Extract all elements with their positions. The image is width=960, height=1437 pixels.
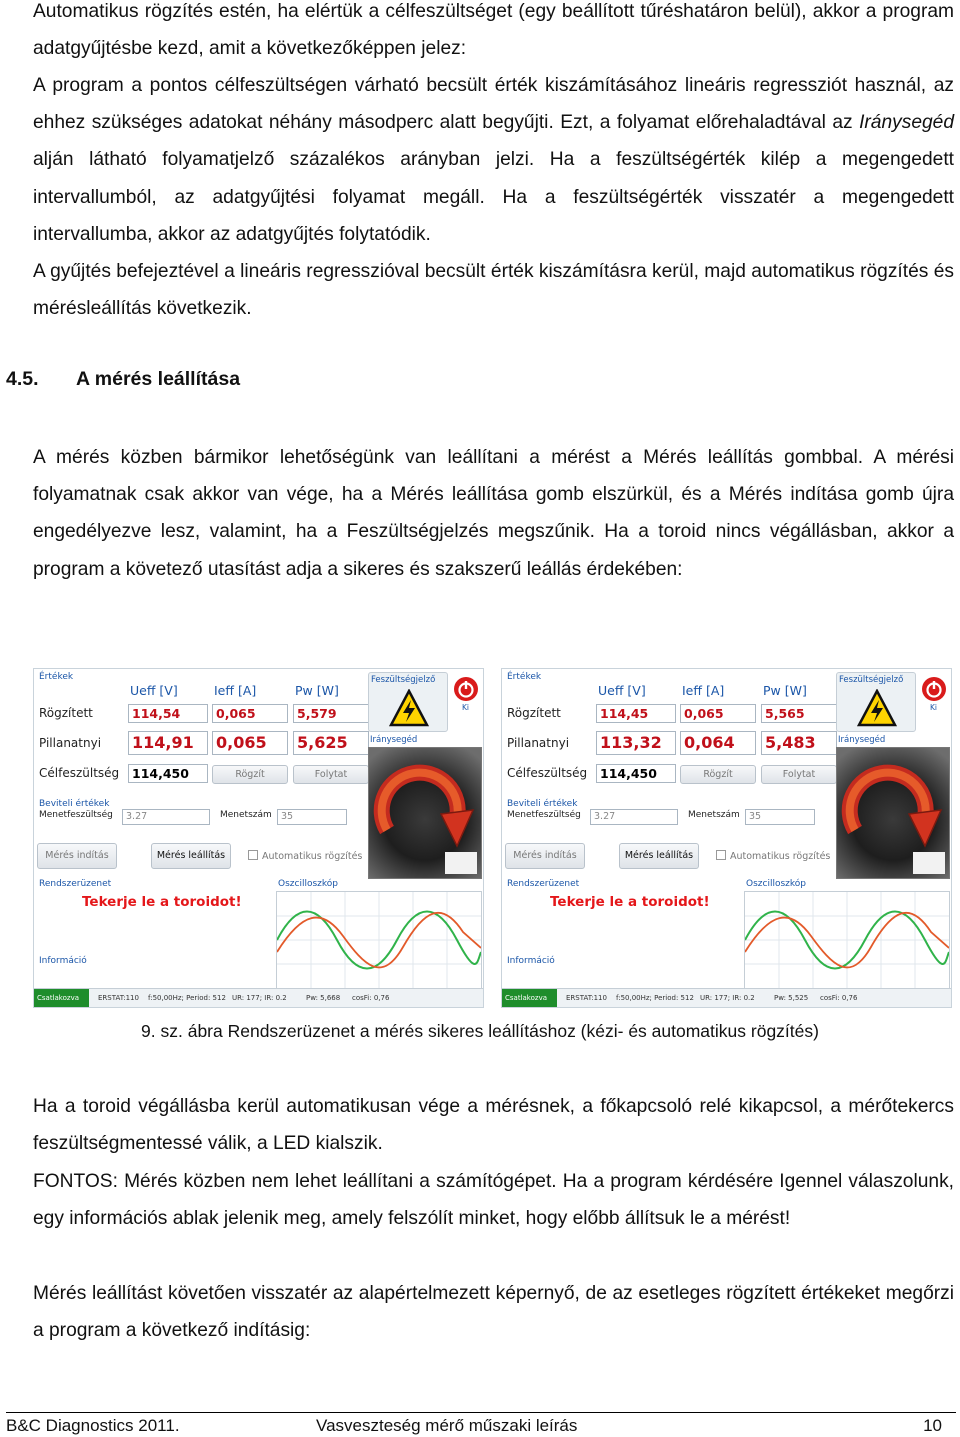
instant-ueff-value: 114,91	[128, 731, 208, 755]
paragraph-end-position: Ha a toroid végállásba kerül automatikusan vége a mérésnek, a főkapcsoló relé kikapcsol, a mérőtekercs feszültségmentessé válik, a LED kialszik.	[33, 1096, 954, 1155]
rotate-arrow-icon	[837, 748, 949, 878]
footer-page-number: 10	[923, 1416, 942, 1435]
target-voltage-value: 114,450	[596, 764, 676, 783]
high-voltage-warning-icon	[389, 689, 429, 727]
instant-pw-value: 5,625	[293, 731, 369, 755]
oscilloscope-waveforms	[745, 892, 949, 988]
paragraph-collection-end: A gyűjtés befejeztével a lineáris regresszióval becsült érték kiszámításra kerül, majd automatikus rögzítés és mérésleállítás következik.	[33, 261, 954, 320]
turn-voltage-input[interactable]: 3.27	[590, 809, 678, 825]
power-off-icon[interactable]	[920, 675, 948, 703]
rotate-arrow-icon	[369, 748, 481, 878]
continue-button[interactable]: Folytat	[761, 765, 837, 784]
status-frequency: f:50,00Hz; Period: 512	[616, 994, 694, 1002]
target-voltage-value: 114,450	[128, 764, 208, 783]
paragraph-intro: Automatikus rögzítés estén, ha elértük a célfeszültséget (egy beállított tűréshatáron belül), akkor a program adatgyűjtésbe kezd, amit a következőképpen jelez:	[33, 1, 954, 60]
start-measurement-button[interactable]: Mérés indítás	[505, 843, 585, 869]
oscilloscope-display	[276, 891, 482, 989]
values-section-label: Értékek	[507, 672, 542, 682]
auto-record-label: Automatikus rögzítés	[730, 851, 831, 862]
row-label-recorded: Rögzített	[39, 706, 93, 720]
record-button[interactable]: Rögzít	[680, 765, 756, 784]
figure-caption: 9. sz. ábra Rendszerüzenet a mérés sikeres leállításhoz (kézi- és automatikus rögzítés)	[141, 1021, 819, 1041]
paragraph-important: FONTOS: Mérés közben nem lehet leállítani a számítógépet. Ha a program kérdésére Igennel válaszolunk, egy információs ablak jelenik meg, amely felszólít minket, hogy előbb állítsuk le a mérést!	[33, 1171, 954, 1230]
turn-voltage-input[interactable]: 3.27	[122, 809, 210, 825]
recorded-ieff-value: 0,065	[680, 704, 756, 723]
turn-count-label: Menetszám	[688, 810, 740, 820]
direction-helper-label: Iránysegéd	[370, 735, 418, 745]
row-label-target: Célfeszültség	[507, 766, 588, 780]
turn-count-input[interactable]: 35	[745, 809, 815, 825]
stop-measurement-button[interactable]: Mérés leállítás	[619, 843, 699, 869]
values-section-label: Értékek	[39, 672, 74, 682]
ieff-header: Ieff [A]	[214, 683, 257, 698]
recorded-ueff-value: 114,45	[596, 704, 676, 723]
instant-pw-value: 5,483	[761, 731, 837, 755]
status-ur-ir: UR: 177; IR: 0.2	[700, 994, 755, 1002]
power-off-icon[interactable]	[452, 675, 480, 703]
input-values-label: Beviteli értékek	[39, 799, 110, 809]
instant-ueff-value: 113,32	[596, 731, 676, 755]
paragraph-regression	[33, 67, 954, 253]
pw-header: Pw [W]	[295, 683, 339, 698]
direction-helper-image	[836, 747, 950, 879]
continue-button[interactable]: Folytat	[293, 765, 369, 784]
section-heading	[6, 368, 240, 391]
system-message-text: Tekerje le a toroidot!	[82, 894, 242, 910]
turn-voltage-label: Menetfeszültség	[507, 810, 581, 820]
status-erstat: ERSTAT:110	[98, 994, 139, 1002]
checkbox-box	[716, 850, 726, 860]
information-label: Információ	[39, 956, 87, 966]
oscilloscope-waveforms	[277, 892, 481, 988]
recorded-ieff-value: 0,065	[212, 704, 288, 723]
status-pw: Pw: 5,668	[306, 994, 341, 1002]
oscilloscope-label: Oszcilloszkóp	[278, 879, 338, 889]
status-cosfi: cosFi: 0,76	[352, 994, 390, 1002]
turn-count-label: Menetszám	[220, 810, 272, 820]
connection-status: Csatlakozva	[502, 989, 557, 1007]
recorded-pw-value: 5,565	[761, 704, 837, 723]
record-button[interactable]: Rögzít	[212, 765, 288, 784]
auto-record-checkbox[interactable]	[716, 850, 830, 862]
voltage-indicator-label: Feszültségjelző	[371, 675, 436, 685]
status-cosfi: cosFi: 0,76	[820, 994, 858, 1002]
status-bar	[502, 988, 951, 1007]
row-label-instant: Pillanatnyi	[507, 736, 570, 750]
row-label-target: Célfeszültség	[39, 766, 120, 780]
paragraph-after-stop: Mérés leállítást követően visszatér az alapértelmezett képernyő, de az esetleges rögzített értékeket megőrzi a program a következő indításig:	[33, 1283, 954, 1342]
direction-helper-image	[368, 747, 482, 879]
status-erstat: ERSTAT:110	[566, 994, 607, 1002]
voltage-indicator-panel	[368, 672, 448, 732]
information-label: Információ	[507, 956, 555, 966]
instant-ieff-value: 0,065	[212, 731, 288, 755]
power-off-label: Ki	[930, 703, 938, 712]
start-measurement-button[interactable]: Mérés indítás	[37, 843, 117, 869]
ueff-header: Ueff [V]	[130, 683, 178, 698]
turn-count-input[interactable]: 35	[277, 809, 347, 825]
pw-header: Pw [W]	[763, 683, 807, 698]
status-frequency: f:50,00Hz; Period: 512	[148, 994, 226, 1002]
ieff-header: Ieff [A]	[682, 683, 725, 698]
checkbox-box	[248, 850, 258, 860]
section-number: 4.5.	[6, 368, 39, 390]
voltage-indicator-panel	[836, 672, 916, 732]
auto-record-checkbox[interactable]	[248, 850, 362, 862]
recorded-pw-value: 5,579	[293, 704, 369, 723]
oscilloscope-label: Oszcilloszkóp	[746, 879, 806, 889]
system-message-label: Rendszerüzenet	[39, 879, 112, 889]
high-voltage-warning-icon	[857, 689, 897, 727]
instant-ieff-value: 0,064	[680, 731, 756, 755]
status-ur-ir: UR: 177; IR: 0.2	[232, 994, 287, 1002]
paragraph-regression-b: alján látható folyamatjelző százalékos arányban jelzi. Ha a feszültségérték kilép a megengedett intervallumból, az adatgyűjtési folyamat megáll. Ha a feszültségérték visszatér a megengedett intervallumba, akkor az adatgyűjtés folytatódik.	[33, 149, 954, 245]
stop-measurement-button[interactable]: Mérés leállítás	[151, 843, 231, 869]
input-values-label: Beviteli értékek	[507, 799, 578, 809]
auto-record-label: Automatikus rögzítés	[262, 851, 363, 862]
recorded-ueff-value: 114,54	[128, 704, 208, 723]
paragraph-regression-a: A program a pontos célfeszültségen várható becsült érték kiszámításához lineáris regressziót használ, az ehhez szükséges adatokat néhány másodperc alatt begyűjti. Ezt, a folyamat előrehaladtával az	[33, 75, 954, 134]
connection-status: Csatlakozva	[34, 989, 89, 1007]
system-message-text: Tekerje le a toroidot!	[550, 894, 710, 910]
oscilloscope-display	[744, 891, 950, 989]
status-pw: Pw: 5,525	[774, 994, 809, 1002]
ueff-header: Ueff [V]	[598, 683, 646, 698]
voltage-indicator-label: Feszültségjelző	[839, 675, 904, 685]
footer-document-title: Vasveszteség mérő műszaki leírás	[316, 1416, 578, 1435]
section-title: A mérés leállítása	[76, 368, 241, 390]
screenshot-manual-recording	[33, 668, 484, 1008]
page-footer	[6, 1412, 956, 1437]
status-bar	[34, 988, 483, 1007]
iranyseged-term: Iránysegéd	[859, 112, 954, 134]
screenshot-automatic-recording	[501, 668, 952, 1008]
power-off-label: Ki	[462, 703, 470, 712]
row-label-instant: Pillanatnyi	[39, 736, 102, 750]
system-message-label: Rendszerüzenet	[507, 879, 580, 889]
paragraph-stop-measurement: A mérés közben bármikor lehetőségünk van leállítani a mérést a Mérés leállítás gombbal. A mérési folyamatnak csak akkor van vége, ha a Mérés leállítása gomb elszürkül, és a Mérés indítása gomb újra engedélyezve lesz, valamint, ha a Feszültségjelzés megszűnik. Ha a toroid nincs végállásban, akkor a program a követező utasítást adja a sikeres és szakszerű leállás érdekében:	[33, 447, 954, 580]
footer-company: B&C Diagnostics 2011.	[6, 1416, 180, 1435]
turn-voltage-label: Menetfeszültség	[39, 810, 113, 820]
row-label-recorded: Rögzített	[507, 706, 561, 720]
direction-helper-label: Iránysegéd	[838, 735, 886, 745]
